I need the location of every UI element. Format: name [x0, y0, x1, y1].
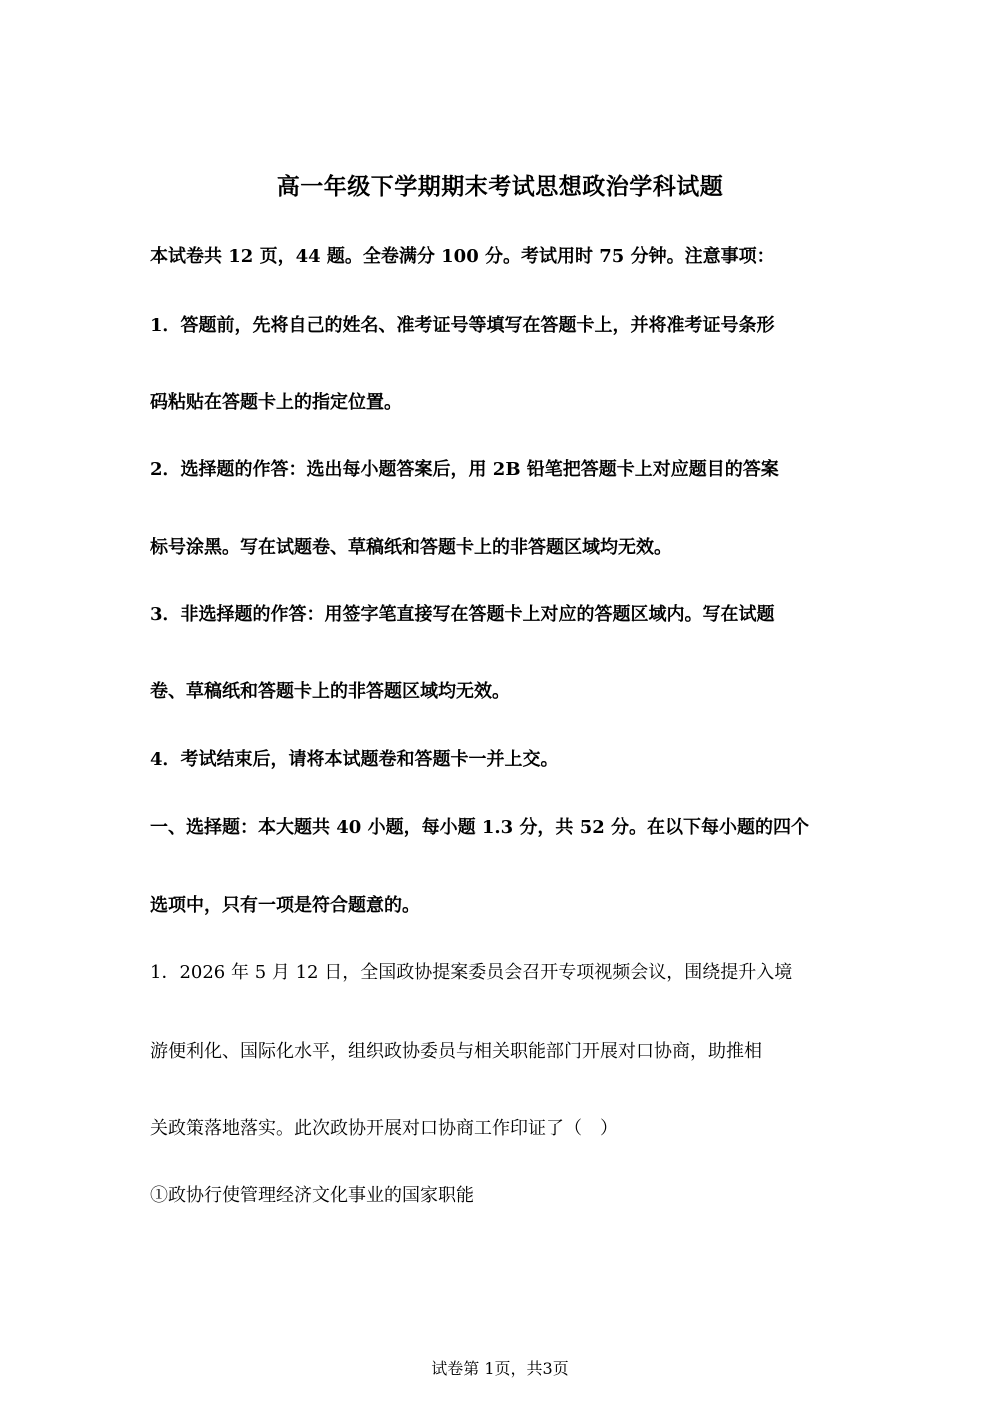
exam-intro: 本试卷共 12 页，44 题。全卷满分 100 分。考试用时 75 分钟。注意事项：	[150, 246, 775, 267]
page-footer: 试卷第 1页，共3页	[431, 1359, 569, 1378]
note-3-line-2: 卷、草稿纸和答题卡上的非答题区域均无效。	[150, 681, 510, 702]
question-1-line-3: 关政策落地落实。此次政协开展对口协商工作印证了（ ）	[150, 1118, 618, 1139]
note-4-line-1: 4．考试结束后，请将本试题卷和答题卡一并上交。	[150, 749, 559, 770]
note-2-line-2: 标号涂黑。写在试题卷、草稿纸和答题卡上的非答题区域均无效。	[150, 537, 672, 558]
note-1-line-1: 1．答题前，先将自己的姓名、准考证号等填写在答题卡上，并将准考证号条形	[150, 315, 775, 336]
question-1-line-2: 游便利化、国际化水平，组织政协委员与相关职能部门开展对口协商，助推相	[150, 1041, 762, 1062]
note-1-line-2: 码粘贴在答题卡上的指定位置。	[150, 392, 402, 413]
exam-title: 高一年级下学期期末考试思想政治学科试题	[276, 174, 724, 200]
question-1-line-1: 1．2026 年 5 月 12 日，全国政协提案委员会召开专项视频会议，围绕提升入境	[150, 962, 793, 983]
question-1-option-1: ①政协行使管理经济文化事业的国家职能	[150, 1185, 474, 1206]
section-1-heading-line-1: 一、选择题：本大题共 40 小题，每小题 1.3 分，共 52 分。在以下每小题的四个	[150, 817, 810, 838]
note-3-line-1: 3．非选择题的作答：用签字笔直接写在答题卡上对应的答题区域内。写在试题	[150, 604, 775, 625]
section-1-heading-line-2: 选项中，只有一项是符合题意的。	[150, 895, 420, 916]
note-2-line-1: 2．选择题的作答：选出每小题答案后，用 2B 铅笔把答题卡上对应题目的答案	[150, 459, 779, 480]
